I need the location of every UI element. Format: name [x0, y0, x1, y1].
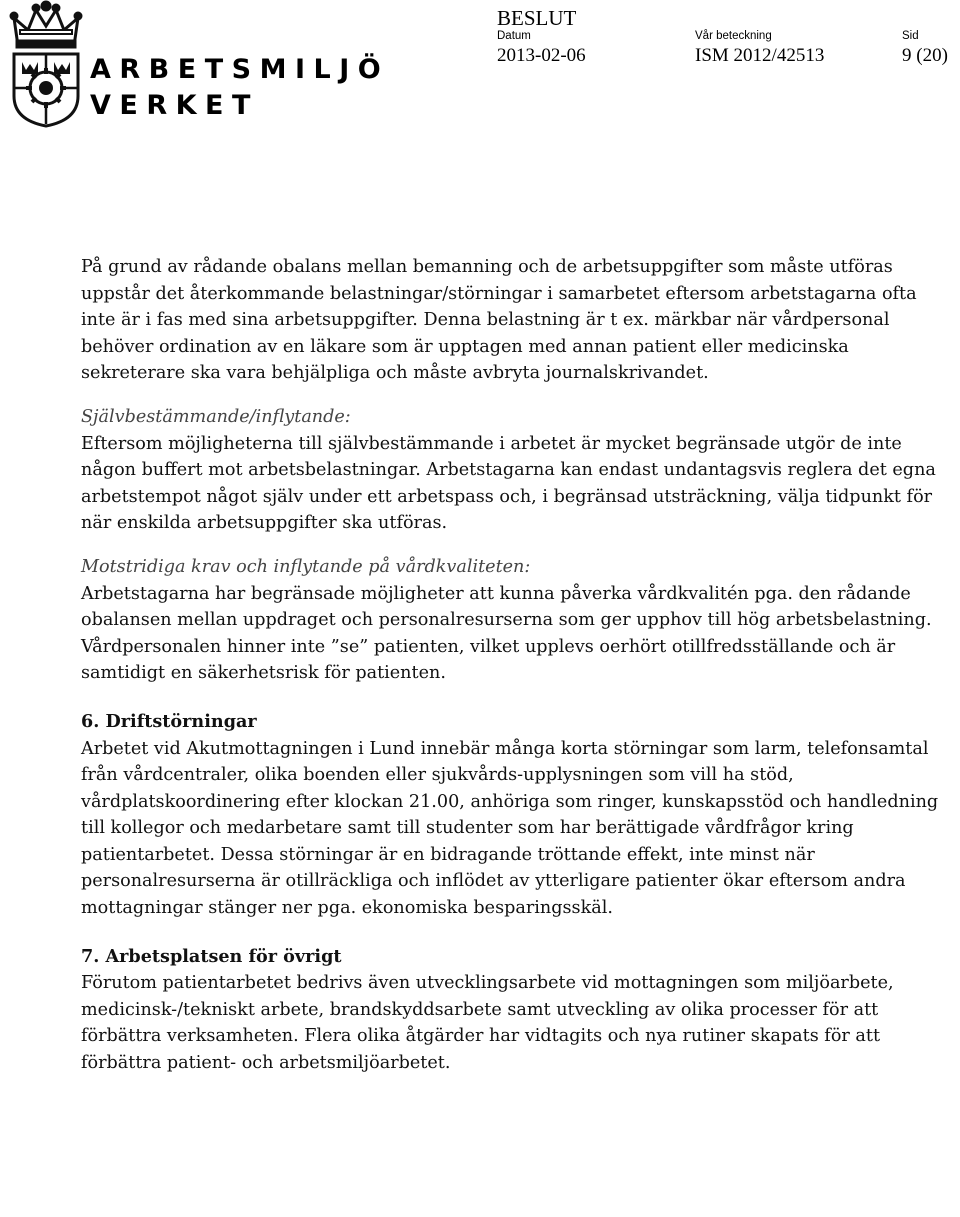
paragraph-care-quality: Arbetstagarna har begränsade möjligheter att kunna påverka vårdkvalitén pga. den rådande obalansen mellan uppdraget och personalresurserna som ger upphov till hög arbetsbelastning. Vårdpersonalen hinner inte ”se” patienten, vilket upplevs oerhört otillfredsställande och är samtidigt en säkerhetsrisk för patienten.: [81, 583, 932, 684]
section-heading-disruptions: 6. Driftstörningar: [81, 710, 257, 732]
subheading-conflicting-demands: Motstridiga krav och inflytande på vårdkvaliteten:: [81, 556, 531, 577]
arbetsmiljoverket-logo: [6, 0, 390, 130]
page-label: Sid: [902, 30, 919, 42]
subheading-self-determination: Självbestämmande/inflytande:: [81, 406, 351, 427]
section-heading-workplace-other: 7. Arbetsplatsen för övrigt: [81, 945, 342, 967]
logo-text-line2: VERKET: [90, 90, 259, 121]
date-value: 2013-02-06: [497, 45, 586, 66]
document-body: [81, 254, 941, 1077]
reference-value: ISM 2012/42513: [695, 45, 825, 66]
page-number: 9 (20): [902, 45, 948, 66]
document-type: BESLUT: [497, 6, 577, 30]
paragraph-workload-imbalance: På grund av rådande obalans mellan bemanning och de arbetsuppgifter som måste utföras uppstår det återkommande belastningar/störningar i samarbetet eftersom arbetstagarna ofta inte är i fas med sina arbetsuppgifter. Denna belastning är t ex. märkbar när vårdpersonal behöver ordination av en läkare som är upptagen med annan patient eller medicinska sekreterare ska vara behjälpliga och måste avbryta journalskrivandet.: [81, 257, 917, 384]
coat-of-arms-icon: [6, 0, 86, 128]
logo-text-line1: ARBETSMILJÖ: [90, 54, 390, 85]
paragraph-self-determination: Eftersom möjligheterna till självbestämmande i arbetet är mycket begränsade utgör de inte någon buffert mot arbetsbelastningar. Arbetstagarna kan endast undantagsvis reglera det egna arbetstempot något själv under ett arbetspass och, i begränsad utsträckning, välja tidpunkt för när enskilda arbetsuppgifter ska utföras.: [81, 433, 936, 534]
paragraph-disruptions: Arbetet vid Akutmottagningen i Lund innebär många korta störningar som larm, telefonsamtal från vårdcentraler, olika boenden eller sjukvårds-upplysningen som vill ha stöd, vårdplatskoordinering efter klockan 21.00, anhöriga som ringer, kunskapsstöd och handledning till kollegor och medarbetare samt till studenter som har berättigade vårdfrågor kring patientarbetet. Dessa störningar är en bidragande tröttande effekt, inte minst när personalresurserna är otillräckliga och inflödet av ytterligare patienter ökar eftersom andra mottagningar stänger ner pga. ekonomiska besparingsskäl.: [81, 738, 939, 919]
reference-label: Vår beteckning: [695, 30, 772, 42]
paragraph-workplace-other: Förutom patientarbetet bedrivs även utvecklingsarbete vid mottagningen som miljöarbete, medicinsk-/tekniskt arbete, brandskyddsarbete samt utveckling av olika processer för att förbättra verksamheten. Flera olika åtgärder har vidtagits och nya rutiner skapats för att förbättra patient- och arbetsmiljöarbetet.: [81, 973, 894, 1074]
date-label: Datum: [497, 30, 531, 42]
